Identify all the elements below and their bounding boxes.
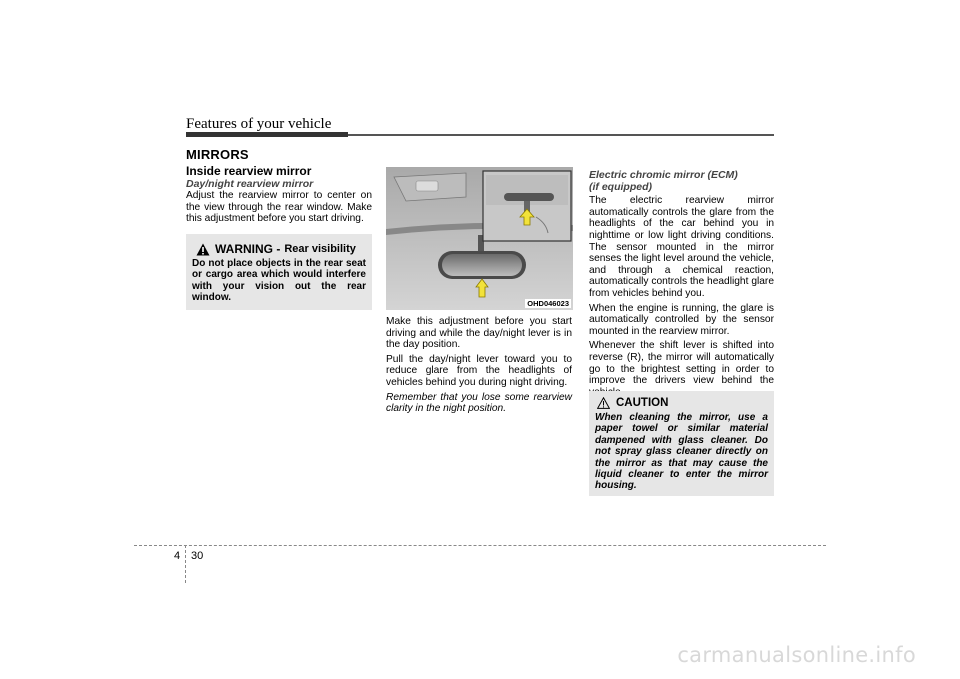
paragraph: Adjust the rearview mirror to center on the view through the rear window. Make this adjustment before you start driving. bbox=[186, 190, 372, 225]
paragraph-note: Remember that you lose some rearview clarity in the night position. bbox=[386, 391, 572, 415]
mirror-figure bbox=[386, 167, 573, 310]
column-left bbox=[186, 166, 372, 228]
warning-text: Do not place objects in the rear seat or cargo area which would interfere with your vision out the rear window. bbox=[192, 258, 366, 303]
page-number: 30 bbox=[191, 550, 204, 562]
paragraph: Whenever the shift lever is shifted into reverse (R), the mirror will automatically go to the brightest setting in order to improve the drivers view behind the bbox=[589, 340, 774, 387]
subheading-if-equipped: (if equipped) bbox=[589, 180, 652, 193]
running-header-title: Features of your vehicle bbox=[186, 116, 332, 132]
subheading-ecm: Electric chromic mirror (ECM) bbox=[589, 169, 738, 181]
paragraph: The electric rearview mirror automatically controls the glare from the headlights of the car behind you in nighttime or low light driving conditions. The sensor mounted in the mirror senses the light level around the vehicle, and through a chemical reaction, automatically controls the headlight glare from vehicles behind you. bbox=[589, 195, 774, 299]
warning-box bbox=[186, 234, 372, 310]
footer-rule bbox=[134, 545, 826, 546]
footer-divider bbox=[185, 545, 186, 583]
section-title: MIRRORS bbox=[186, 147, 249, 162]
rearview-mirror-illustration bbox=[386, 167, 573, 310]
column-right bbox=[589, 170, 774, 401]
heading-inside-rearview-mirror: Inside rearview mirror bbox=[186, 164, 312, 178]
watermark: carmanualsonline.info bbox=[677, 643, 916, 667]
paragraph: Make this adjustment before you start driving and while the day/night lever is in the day position. bbox=[386, 316, 572, 351]
warning-triangle-icon bbox=[196, 243, 210, 256]
caution-heading bbox=[597, 397, 668, 409]
paragraph: Pull the day/night lever toward you to reduce glare from the headlights of vehicles behind you during night driving. bbox=[386, 353, 572, 388]
chapter-number: 4 bbox=[174, 550, 181, 562]
subheading-day-night-mirror: Day/night rearview mirror bbox=[186, 177, 314, 190]
header-rule-accent bbox=[186, 132, 348, 137]
caution-label: CAUTION bbox=[616, 397, 669, 409]
figure-code: OHD046023 bbox=[527, 299, 569, 308]
caution-box bbox=[589, 391, 774, 496]
caution-triangle-icon bbox=[597, 397, 610, 409]
warning-subtitle: Rear visibility bbox=[284, 243, 356, 255]
warning-heading bbox=[196, 242, 356, 256]
column-middle bbox=[386, 316, 572, 418]
paragraph: When the engine is running, the glare is automatically controlled by the sensor mounted in the rearview mirror. bbox=[589, 302, 774, 337]
caution-text: When cleaning the mirror, use a paper towel or similar material dampened with glass cleaner. Do not spray glass cleaner directly on the mirror as that may cause the liquid cleaner to enter the mirror housing. bbox=[595, 412, 768, 492]
warning-label: WARNING - bbox=[215, 242, 281, 256]
